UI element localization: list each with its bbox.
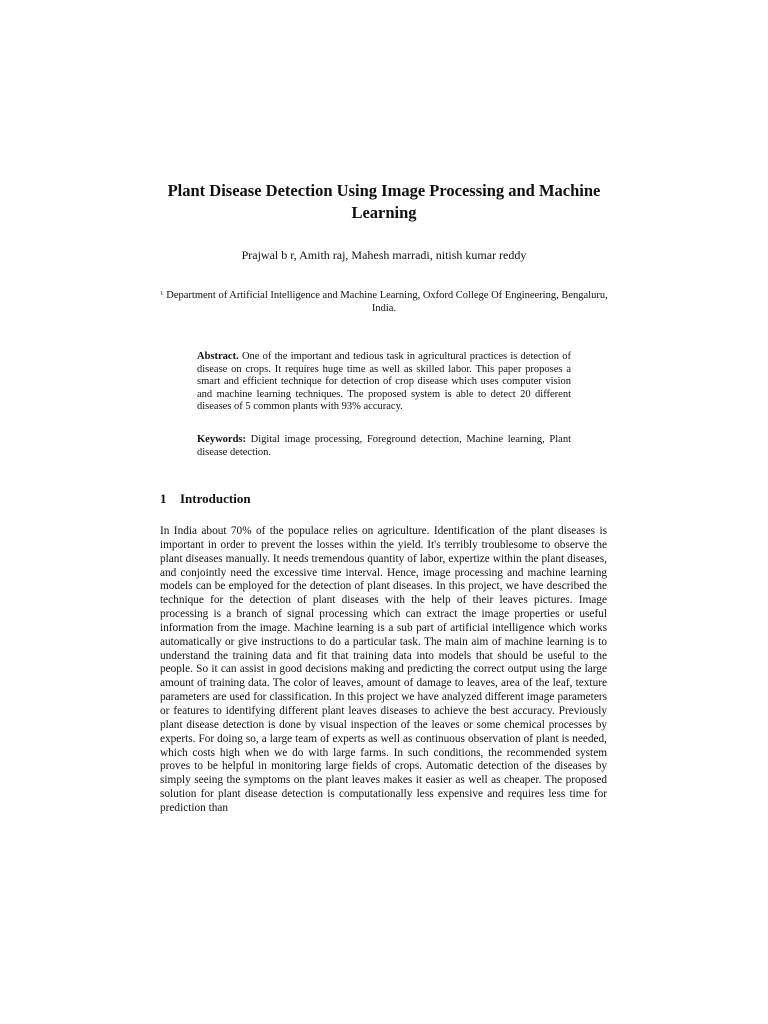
author-list: Prajwal b r, Amith raj, Mahesh marradi, nitish kumar reddy [241,248,527,262]
section-title: Introduction [180,491,251,506]
section-number: 1 [160,491,167,506]
abstract-block [197,351,571,414]
affiliation-text: Department of Artificial Intelligence and Machine Learning, Oxford College Of Engineering, Bengaluru, India. [166,290,608,314]
paper-title: Plant Disease Detection Using Image Processing and Machine Learning [167,181,601,222]
affiliation-marker: 1 [160,291,164,297]
section-heading [160,491,251,507]
section-body [160,525,607,816]
affiliation [160,290,608,315]
abstract-text: One of the important and tedious task in agricultural practices is detection of disease on crops. It requires huge time as well as skilled labor. This paper proposes a smart and efficient technique for detection of crop disease which uses computer vision and machine learning techniques. The proposed system is able to detect 20 different diseases of 5 common plants with 93% accuracy. [197,351,572,413]
abstract-label: Abstract. [197,351,239,362]
body-paragraph: In India about 70% of the populace relies on agriculture. Identification of the plant diseases is important in order to prevent the losses within the yield. It's terribly troublesome to observe the plant diseases manually. It needs tremendous quantity of labor, expertize within the plant diseases, and conjointly need the excessive time interval. Hence, image processing and machine learning models can be employed for the detection of plant diseases. In this project, we have described the technique for the detection of plant diseases with the help of their leaves pictures. Image processing is a branch of signal processing which can extract the image properties or useful information from the image. Machine learning is a sub part of artificial intelligence which works automatically or give instructions to do a particular task. The main aim of machine learning is to understand the training data and fit that training data into models that should be useful to the people. So it can assist in good decisions making and predicting the correct output using the large amount of training data. The color of leaves, amount of damage to leaves, area of the leaf, texture parameters are used for classification. In this project we have analyzed different image parameters or features to identifying different plant leaves diseases to achieve the best accuracy. Previously plant disease detection is done by visual inspection of the leaves or some chemical processes by experts. For doing so, a large team of experts as well as continuous observation of plant is needed, which costs high when we do with large farms. In such conditions, the recommended system proves to be helpful in monitoring large fields of crops. Automatic detection of the diseases by simply seeing the symptoms on the plant leaves makes it easier as well as cheaper. The proposed solution for plant disease detection is computationally less expensive and requires less time for prediction than [160,525,607,814]
keywords-label: Keywords: [197,434,246,445]
keywords-text: Digital image processing, Foreground detection, Machine learning, Plant disease detection. [197,434,572,458]
keywords-block [197,434,571,459]
